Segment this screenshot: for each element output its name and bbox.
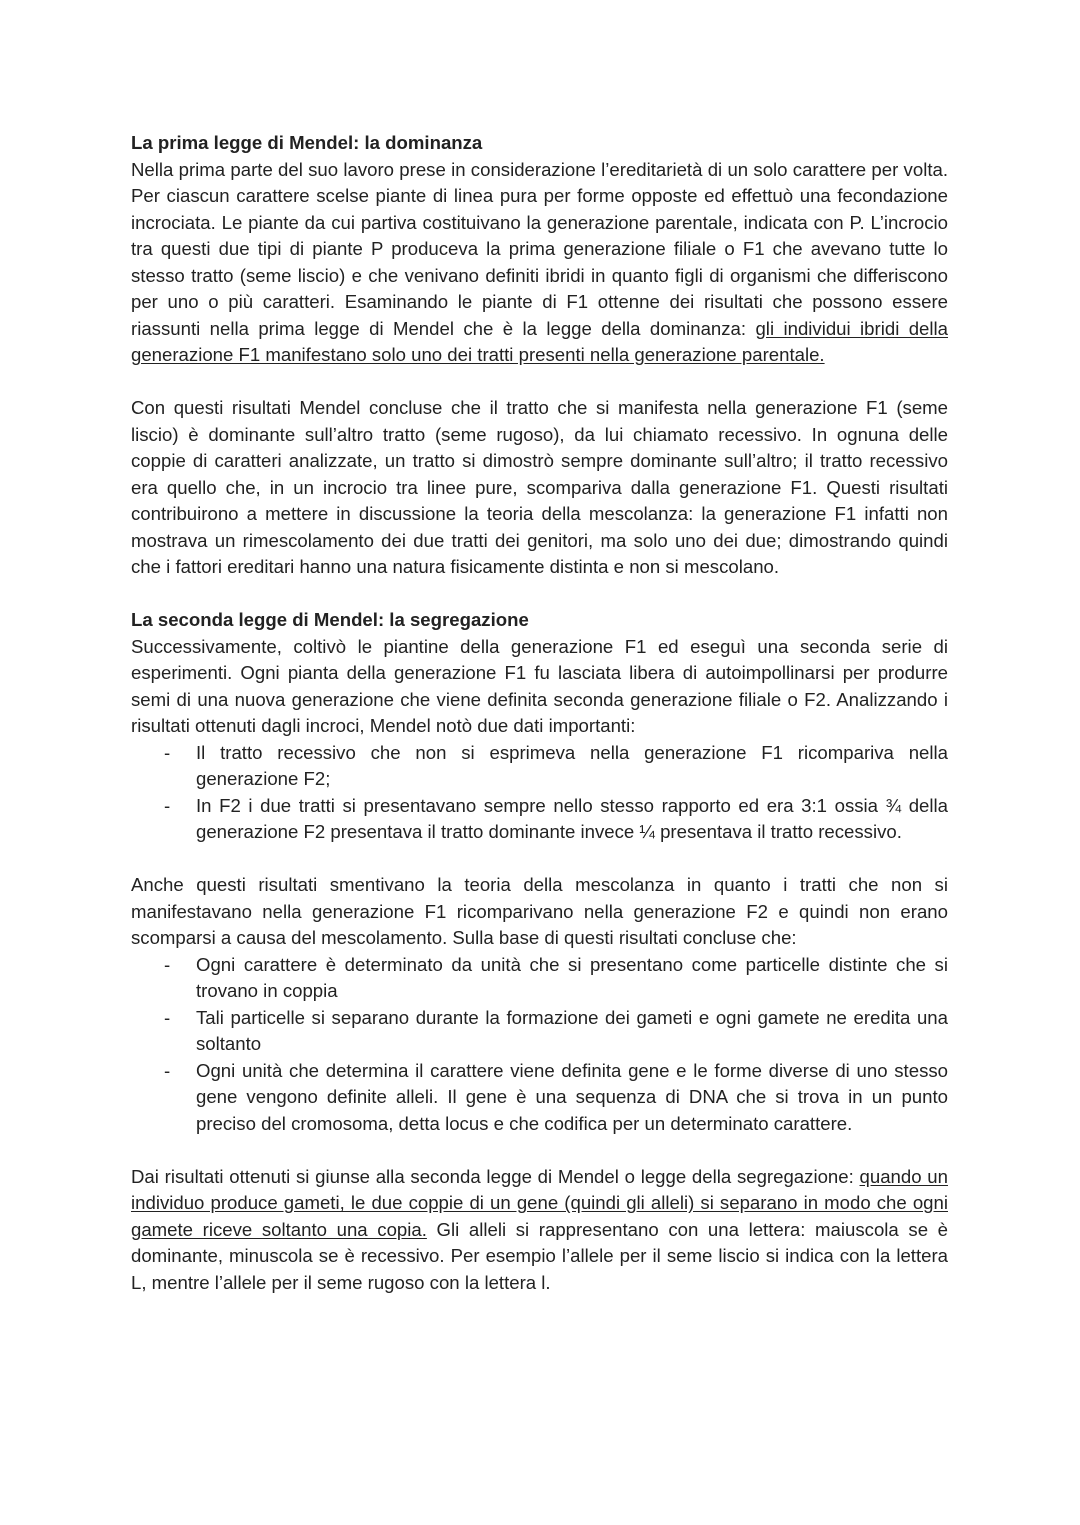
observations-list [131, 740, 948, 846]
underlined-law-statement: gli individui ibridi della generazione F1 manifestano solo uno dei tratti presenti nella generazione parentale. [131, 317, 949, 365]
paragraph-segregation-law [131, 1164, 948, 1297]
conclusions-list [131, 952, 948, 1138]
section-heading-first-law: La prima legge di Mendel: la dominanza [131, 132, 483, 153]
list-item: - In F2 i due tratti si presentavano sempre nello stesso rapporto ed era 3:1 ossia ¾ della generazione F2 presentava il tratto dominante invece ¼ presentava il tratto recessivo. [196, 793, 948, 846]
section-heading-second-law: La seconda legge di Mendel: la segregazione [131, 609, 529, 630]
paragraph-first-law-intro [131, 157, 948, 369]
paragraph-spacer [131, 846, 948, 873]
list-item: - Ogni carattere è determinato da unità che si presentano come particelle distinte che si trovano in coppia [196, 952, 948, 1005]
paragraph-mescolanza: Anche questi risultati smentivano la teoria della mescolanza in quanto i tratti che non si manifestavano nella generazione F1 ricomparivano nella generazione F2 e quindi non erano scomparsi a causa del mescolamento. Sulla base di questi risultati concluse che: [131, 874, 948, 948]
underlined-law-statement: quando un individuo produce gameti, le due coppie di un gene (quindi gli alleli) si separano in modo che ogni gamete riceve soltanto una copia. [131, 1165, 948, 1240]
paragraph-dominance-conclusion: Con questi risultati Mendel concluse che il tratto che si manifesta nella generazione F1 (seme liscio) è dominante sull’altro tratto (seme rugoso), da lui chiamato recessivo. In ognuna delle coppie di caratteri analizzate, un tratto si dimostrò sempre dominante sull’altro; il tratto recessivo era quello che, in un incrocio tra linee pure, scompariva dalla generazione F1. Questi risultati contribuirono a mettere in discussione la teoria della mescolanza: la generazione F1 infatti non mostrava un rimescolamento dei due tratti dei genitori, ma solo uno dei due; dimostrando quindi che i fattori ereditari hanno una natura fisicamente distinta e non si mescolano. [131, 397, 948, 577]
paragraph-spacer [131, 369, 948, 396]
paragraph-text: Dai risultati ottenuti si giunse alla seconda legge di Mendel o legge della segregazione: [131, 1165, 860, 1187]
paragraph-text: Nella prima parte del suo lavoro prese in considerazione l’ereditarietà di un solo carattere per volta. Per ciascun carattere scelse piante di linea pura per forme opposte ed effettuò una fecondazione incrociata. Le piante da cui partiva costituivano la generazione parentale, indicata con P. L’incrocio tra questi due tipi di piante P produceva la prima generazione filiale o F1 che avevano tutte lo stesso tratto (seme liscio) e che venivano definiti ibridi in quanto figli di organismi che differiscono per uno o più caratteri. Esaminando le piante di F1 ottenne dei risultati che possono essere riassunti nella prima legge di Mendel che è la legge della dominanza: [131, 158, 948, 339]
paragraph-spacer [131, 581, 948, 608]
paragraph-text: Gli alleli si rappresentano con una lettera: maiuscola se è dominante, minuscola se è recessivo. Per esempio l’allele per il seme liscio si indica con la lettera L, mentre l’allele per il seme rugoso con la lettera l. [131, 1218, 949, 1293]
paragraph-spacer [131, 1137, 948, 1164]
list-item: - Tali particelle si separano durante la formazione dei gameti e ogni gamete ne eredita una soltanto [196, 1005, 948, 1058]
list-item: - Il tratto recessivo che non si esprimeva nella generazione F1 ricompariva nella generazione F2; [196, 740, 948, 793]
document-page [131, 130, 948, 1296]
list-item: - Ogni unità che determina il carattere viene definita gene e le forme diverse di uno stesso gene vengono definite alleli. Il gene è una sequenza di DNA che si trova in un punto preciso del cromosoma, detta locus e che codifica per un determinato carattere. [196, 1058, 948, 1138]
paragraph-second-law-intro: Successivamente, coltivò le piantine della generazione F1 ed eseguì una seconda serie di esperimenti. Ogni pianta della generazione F1 fu lasciata libera di autoimpollinarsi per produrre semi di una nuova generazione che viene definita seconda generazione filiale o F2. Analizzando i risultati ottenuti dagli incroci, Mendel notò due dati importanti: [131, 635, 948, 736]
